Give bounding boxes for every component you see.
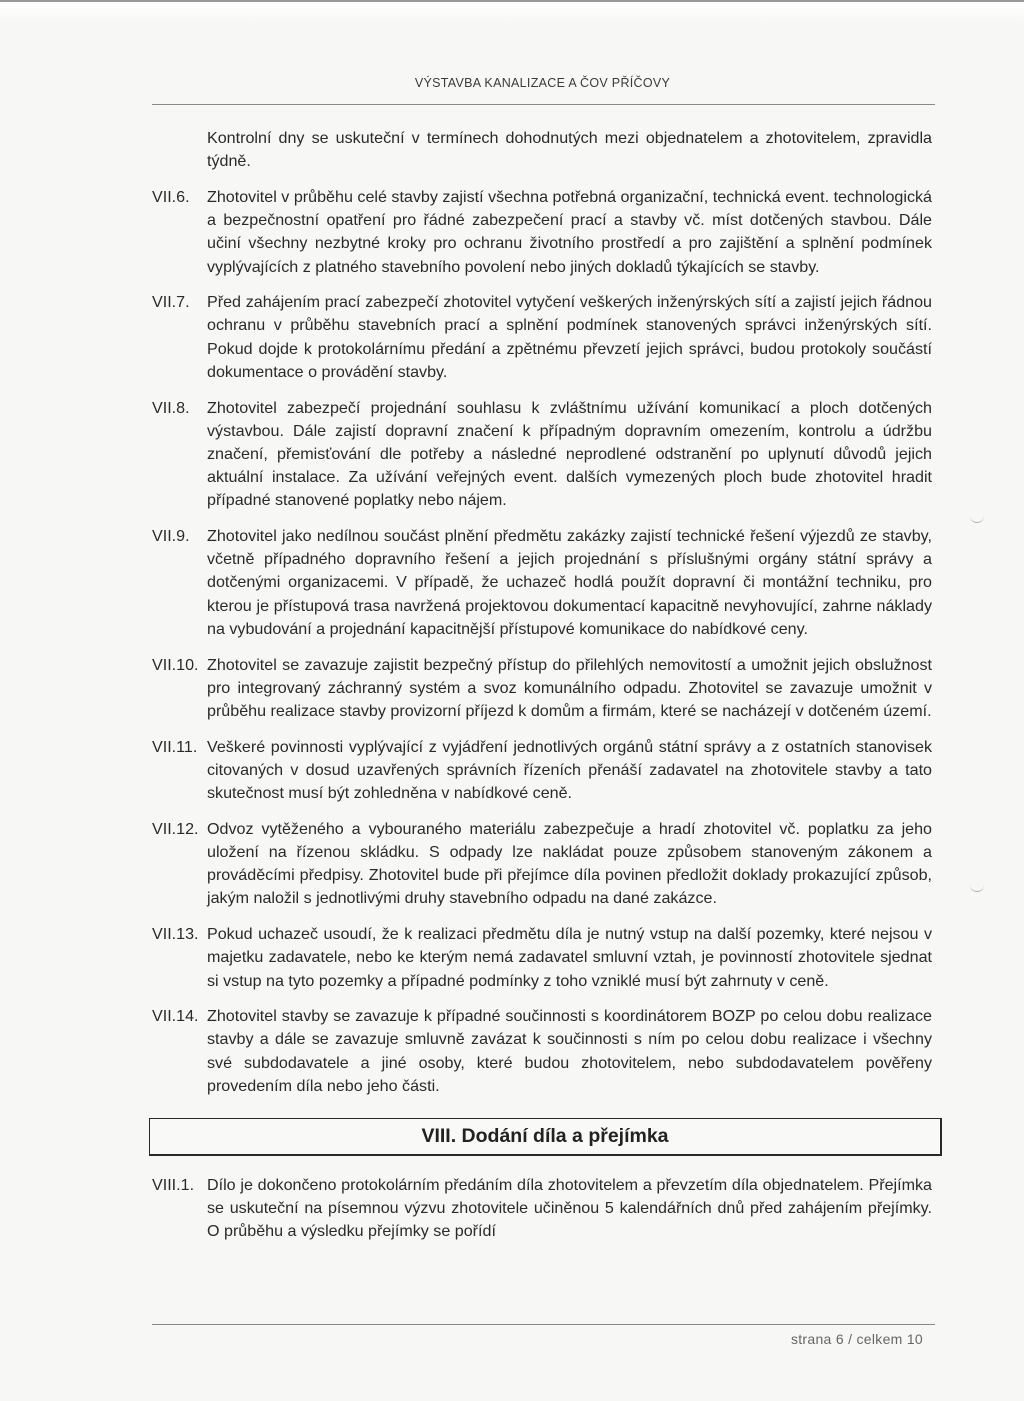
- paragraph-text: Odvoz vytěženého a vybouraného materiálu zabezpečuje a hradí zhotovitel vč. poplatku za jeho uložení na řízenou skládku. S odpady lze nakládat pouze způsobem stanoveným zákonem a prováděcími předpisy. Zhotovitel bude při přejímce díla povinen předložit doklady prokazující způsob, jakým naložil s jednotlivými druhy stavebního odpadu na dané zakázce.: [207, 819, 932, 908]
- paragraph-number: VII.14.: [152, 1007, 199, 1026]
- paragraph-text: Dílo je dokončeno protokolárním předáním díla zhotovitelem a převzetím díla objednatelem. Přejímka se uskuteční na písemnou výzvu zhotovitele učiněnou 5 kalendářních dnů před zahájením přejímky. O průběhu a výsledku přejímky se pořídí: [207, 1176, 932, 1241]
- paragraph-vii-9: [152, 525, 932, 641]
- paragraph-number: VIII.1.: [152, 1176, 195, 1195]
- paragraph-text: Pokud uchazeč usoudí, že k realizaci předmětu díla je nutný vstup na další pozemky, které nejsou v majetku zadavatele, nebo ke kterým nemá zadavatel smluvní vztah, je povinností zhotovitele sjednat si vstup na tyto pozemky a případné podmínky z toho vzniklé musí být zahrnuty v ceně.: [207, 925, 932, 990]
- paragraph-number: VII.7.: [152, 293, 190, 312]
- section-heading-box: [149, 1118, 942, 1156]
- document-body: [152, 127, 932, 1256]
- punch-hole-mark: [970, 885, 984, 892]
- paragraph-number: VII.12.: [152, 819, 199, 838]
- paragraph-number: [152, 127, 207, 173]
- paragraph-vii-10: [152, 654, 932, 724]
- paragraph-number: VII.6.: [152, 187, 190, 206]
- footer-rule: [152, 1324, 935, 1325]
- paragraph-text: Kontrolní dny se uskuteční v termínech dohodnutých mezi objednatelem a zhotovitelem, zpravidla týdně.: [207, 129, 932, 171]
- paragraph-text: Před zahájením prací zabezpečí zhotovitel vytyčení veškerých inženýrských sítí a zajistí jejich řádnou ochranu v průběhu stavebních prací a splnění podmínek stanovených správci inženýrských sítí. Pokud dojde k protokolárnímu předání a zpětnému převzetí jejich správci, budou protokoly součástí dokumentace o provádění stavby.: [207, 293, 932, 381]
- paragraph-viii-1: [152, 1174, 932, 1244]
- paragraph-text: Zhotovitel zabezpečí projednání souhlasu k zvláštnímu užívání komunikací a ploch dotčených výstavbou. Dále zajistí dopravní značení k případným dopravním omezením, kontrolu a údržbu značení, přemisťování dle potřeby a následné neprodlené odstranění po uplynutí důvodů jejich aktuální instalace. Za užívání veřejných event. dalších vymezených ploch bude zhotovitel hradit případné stanovené poplatky nebo nájem.: [207, 398, 932, 510]
- paragraph-vii-8: [152, 397, 932, 513]
- punch-hole-mark: [970, 516, 984, 523]
- paragraph-text: Zhotovitel stavby se zavazuje k případné součinnosti s koordinátorem BOZP po celou dobu realizace stavby a dále se zavazuje smluvně zavázat k součinnosti s ním po celou dobu realizace i všechny své subdodavatele a jiné osoby, které budou zhotovitelem, nebo subdodavatelem pověřeny provedením díla nebo jeho části.: [207, 1007, 932, 1095]
- paragraph-text: Zhotovitel jako nedílnou součást plnění předmětu zakázky zajistí technické řešení výjezdů ze stavby, včetně případného dopravního řešení a jejich projednání s příslušnými orgány státní správy a dotčenými organizacemi. V případě, že uchazeč hodlá použít dopravní či montážní techniku, pro kterou je přístupová trasa navržená projektovou dokumentací kapacitně nevyhovující, zahrne náklady na vybudování a projednání kapacitnější přístupové komunikace do nabídkové ceny.: [207, 527, 932, 638]
- paragraph-vii-6: [152, 186, 932, 279]
- paragraph-number: VII.8.: [152, 398, 190, 417]
- paragraph-vii-7: [152, 291, 932, 384]
- paragraph-text: Veškeré povinnosti vyplývající z vyjádření jednotlivých orgánů státní správy a z ostatních stanovisek citovaných v dosud uzavřených správních řízeních přenáší zadavatel na zhotovitele stavby a tato skutečnost musí být zohledněna v nabídkové ceně.: [207, 737, 932, 803]
- running-header: VÝSTAVBA KANALIZACE A ČOV PŘÍČOVY: [414, 76, 671, 90]
- paragraph-text: Zhotovitel se zavazuje zajistit bezpečný přístup do přilehlých nemovitostí a umožnit jejich obslužnost pro integrovaný záchranný systém a svoz komunálního odpadu. Zhotovitel se zavazuje umožnit v průběhu realizace stavby provizorní příjezd k domům a firmám, které se nacházejí v dotčeném území.: [207, 655, 932, 720]
- page-number: strana 6 / celkem 10: [790, 1331, 923, 1347]
- paragraph-number: VII.10.: [152, 655, 199, 674]
- paragraph-vii-14: [152, 1005, 932, 1098]
- header-rule: [152, 104, 935, 105]
- paragraph-vii-12: [152, 818, 932, 911]
- paragraph-vii-13: [152, 923, 932, 993]
- paragraph-number: VII.9.: [152, 527, 190, 546]
- paragraph-text: Zhotovitel v průběhu celé stavby zajistí všechna potřebná organizační, technická event. technologická a bezpečnostní opatření pro řádné zabezpečení prací a stavby vč. míst dotčených stavbou. Dále učiní všechny nezbytné kroky pro ochranu životního prostředí a pro zajištění a splnění podmínek vyplývajících z platného stavebního povolení nebo jiných dokladů týkajících se stavby.: [207, 187, 932, 276]
- scan-edge: [0, 0, 1024, 24]
- paragraph-number: VII.13.: [152, 925, 199, 944]
- paragraph-vii-11: [152, 736, 932, 806]
- paragraph: [152, 127, 932, 173]
- paragraph-number: VII.11.: [152, 737, 198, 756]
- section-heading: VIII. Dodání díla a přejímka: [421, 1125, 669, 1148]
